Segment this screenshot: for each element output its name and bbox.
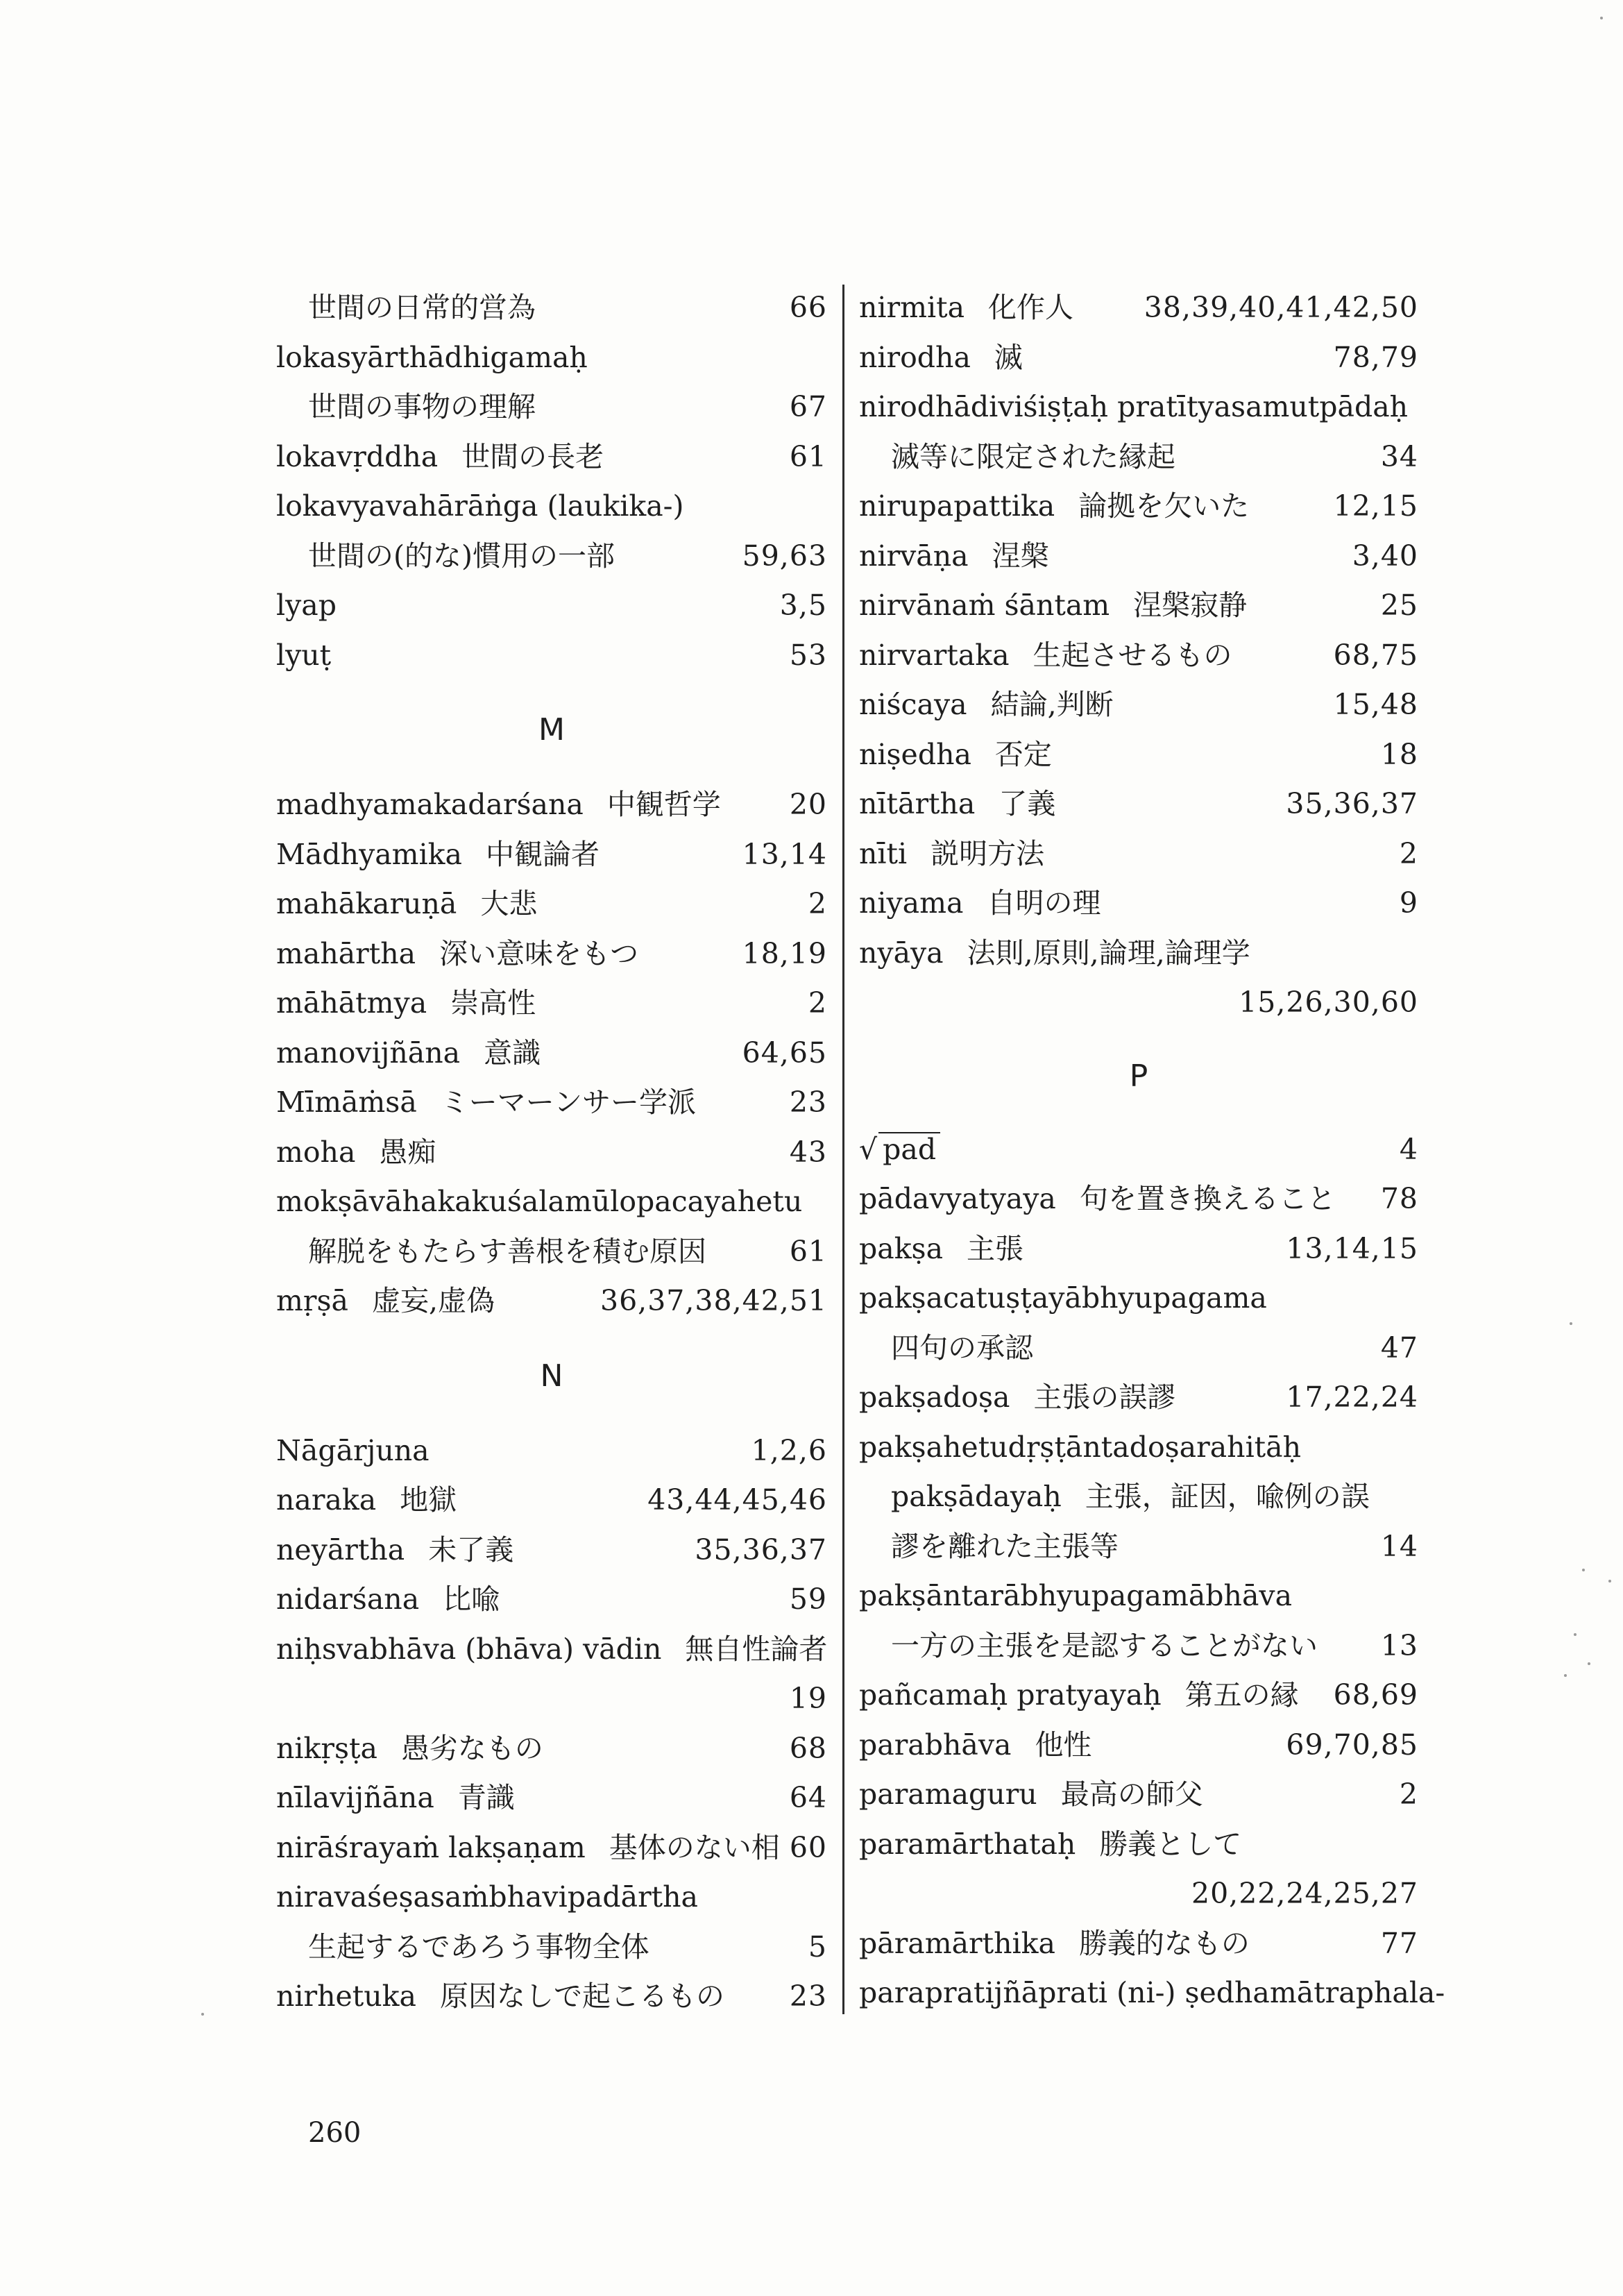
- entry-term: māhātmya: [276, 986, 427, 1020]
- entry-text: [859, 333, 1023, 383]
- entry-text: [276, 979, 536, 1029]
- entry-gloss: 崇高性: [450, 986, 536, 1020]
- entry-text: [859, 581, 1247, 631]
- index-entry: [276, 1923, 827, 1973]
- entry-pages: 78: [1380, 1182, 1418, 1215]
- index-entry: [859, 1621, 1418, 1671]
- index-entry: [276, 1972, 827, 2022]
- entry-gloss: 生起させるもの: [1033, 638, 1232, 672]
- entry-pages: 35,36,37: [695, 1533, 827, 1567]
- entry-term: niravaśeṣasaṁbhavipadārtha: [276, 1880, 698, 1914]
- entry-text: [276, 830, 600, 880]
- scan-speck: [1582, 1569, 1585, 1571]
- entry-gloss: 原因なしで起こるもの: [439, 1980, 724, 2013]
- entry-term: niṣedha: [859, 737, 971, 771]
- index-entry: [276, 1227, 827, 1277]
- index-entry: [859, 283, 1418, 333]
- index-entry: [859, 382, 1418, 432]
- entry-text: [859, 1919, 1250, 1969]
- entry-text: [859, 1373, 1175, 1423]
- index-entry: [276, 1575, 827, 1625]
- index-entry: [859, 482, 1418, 532]
- scan-speck: [1588, 1662, 1590, 1665]
- entry-term: nirupapattika: [859, 489, 1055, 523]
- index-entry: [859, 1522, 1418, 1572]
- index-entry: [859, 333, 1418, 383]
- entry-text: [891, 1324, 1033, 1374]
- entry-pages: 23: [789, 1086, 827, 1119]
- entry-term: Nāgārjuna: [276, 1433, 430, 1467]
- entry-term: lyap: [276, 589, 337, 622]
- entry-pages: 68,69: [1333, 1678, 1418, 1712]
- entry-term: neyārtha: [276, 1533, 405, 1567]
- entry-term: nīti: [859, 836, 908, 870]
- entry-term: niścaya: [859, 688, 967, 721]
- entry-text: [276, 482, 684, 532]
- entry-pages: 4: [1399, 1132, 1418, 1166]
- entry-text: [276, 631, 331, 681]
- index-entry: [859, 1571, 1418, 1621]
- entry-text: [276, 432, 604, 482]
- index-entry: [276, 929, 827, 979]
- entry-term: niḥsvabhāva (bhāva) vādin: [276, 1632, 662, 1666]
- index-entry: [859, 1820, 1418, 1870]
- entry-pages: 43,44,45,46: [647, 1483, 827, 1517]
- entry-text: [276, 333, 588, 383]
- entry-term: pāramārthika: [859, 1926, 1055, 1960]
- entry-pages: 13,14,15: [1286, 1231, 1418, 1265]
- entry-pages: 14: [1380, 1529, 1418, 1563]
- entry-pages: 2: [1399, 1778, 1418, 1811]
- index-entry: [859, 1274, 1418, 1324]
- entry-pages: 2: [1399, 836, 1418, 870]
- entry-term: lokasyārthādhigamaḥ: [276, 340, 588, 374]
- entry-term: pad: [878, 1132, 940, 1165]
- entry-text: [859, 482, 1249, 532]
- entry-pages: 23: [789, 1980, 827, 2013]
- index-entry: [859, 1324, 1418, 1374]
- entry-text: [859, 1224, 1023, 1274]
- entry-gloss: 自明の理: [987, 886, 1101, 920]
- entry-term: nirhetuka: [276, 1980, 416, 2013]
- entry-term: pakṣādayaḥ: [891, 1480, 1062, 1513]
- index-entry: [859, 1174, 1418, 1224]
- index-entry: [859, 432, 1418, 482]
- entry-gloss: 意識: [484, 1036, 541, 1070]
- index-entry: [859, 978, 1418, 1028]
- index-entry: [276, 1724, 827, 1774]
- entry-gloss: 滅: [994, 340, 1023, 374]
- index-entry: [276, 879, 827, 929]
- index-entry: [859, 1125, 1418, 1175]
- index-entry: [859, 631, 1418, 681]
- entry-gloss: 涅槃寂静: [1133, 589, 1248, 622]
- entry-text: [859, 1423, 1301, 1473]
- entry-text: [859, 929, 1250, 979]
- entry-term: naraka: [276, 1483, 377, 1517]
- page-number: 260: [308, 2117, 362, 2149]
- entry-text: [276, 1773, 515, 1823]
- entry-text: [276, 1575, 500, 1625]
- entry-text: [859, 1820, 1241, 1870]
- index-entry: [276, 1873, 827, 1923]
- index-entry: [276, 1674, 827, 1724]
- index-entry: [859, 581, 1418, 631]
- entry-pages: 68,75: [1333, 638, 1418, 672]
- entry-text: [308, 1227, 706, 1277]
- entry-gloss: 涅槃: [992, 539, 1049, 573]
- entry-text: [859, 631, 1232, 681]
- entry-term: pañcamaḥ pratyayaḥ: [859, 1678, 1162, 1712]
- entry-gloss: 勝義として: [1099, 1827, 1242, 1861]
- index-entry: [859, 1869, 1418, 1919]
- entry-text: [859, 680, 1114, 730]
- entry-text: [276, 1724, 543, 1774]
- entry-term: nītārtha: [859, 787, 976, 820]
- entry-text: [308, 382, 536, 432]
- entry-gloss: 基体のない相: [609, 1830, 780, 1864]
- entry-text: [276, 1476, 457, 1526]
- entry-pages: 64: [789, 1781, 827, 1814]
- entry-term: manovijñāna: [276, 1036, 461, 1070]
- entry-term: nīlavijñāna: [276, 1781, 434, 1814]
- entry-term: lokavṛddha: [276, 439, 439, 473]
- entry-gloss: 世間の長老: [461, 439, 604, 473]
- index-entry: [859, 1224, 1418, 1274]
- entry-pages: 68: [789, 1731, 827, 1765]
- entry-gloss: 中観論者: [485, 837, 600, 871]
- entry-gloss: 主張，証因，喩例の誤: [1085, 1480, 1370, 1513]
- index-entry: [276, 1078, 827, 1128]
- entry-term: pakṣacatuṣṭayābhyupagama: [859, 1281, 1267, 1315]
- entry-pages: 64,65: [742, 1036, 827, 1070]
- entry-text: [859, 1274, 1267, 1324]
- entry-pages: 18,19: [742, 936, 827, 970]
- entry-pages: 3,5: [779, 589, 827, 622]
- index-entry: [859, 532, 1418, 582]
- index-entry: [859, 680, 1418, 730]
- entry-term: Mādhyamika: [276, 837, 462, 871]
- entry-term: nirodha: [859, 340, 971, 374]
- entry-text: [276, 581, 337, 631]
- index-entry: [276, 1029, 827, 1079]
- entry-pages: 66: [789, 291, 827, 324]
- entry-text: [276, 1276, 495, 1326]
- entry-gloss: 化作人: [988, 291, 1074, 324]
- entry-text: [891, 432, 1175, 482]
- index-entry: [859, 1472, 1418, 1522]
- entry-pages: 5: [808, 1930, 827, 1964]
- entry-term: lokavyavahārāṅga (laukika-): [276, 489, 684, 523]
- index-entry: [859, 1373, 1418, 1423]
- index-entry: [276, 382, 827, 432]
- index-entry: [276, 1526, 827, 1576]
- entry-pages: 78,79: [1333, 340, 1418, 374]
- index-entry: [276, 333, 827, 383]
- entry-gloss: 青識: [457, 1781, 515, 1814]
- entry-term: lyuṭ: [276, 638, 332, 672]
- entry-text: [859, 1671, 1299, 1721]
- entry-pages: 47: [1380, 1331, 1418, 1365]
- entry-gloss: 主張: [967, 1231, 1024, 1265]
- entry-gloss: 説明方法: [931, 836, 1045, 870]
- entry-text: [308, 283, 536, 333]
- index-entry: [276, 1426, 827, 1476]
- entry-pages: 3,40: [1352, 539, 1418, 573]
- index-entry: [859, 1919, 1418, 1969]
- entry-pages: 15,48: [1333, 688, 1418, 721]
- entry-gloss: 勝義的なもの: [1078, 1926, 1250, 1960]
- index-column-left: [276, 283, 827, 2022]
- entry-pages: 20,22,24,25,27: [1191, 1877, 1418, 1910]
- entry-text: [276, 879, 537, 929]
- entry-term: paramārthataḥ: [859, 1827, 1076, 1861]
- entry-gloss: 法則,原則,論理,論理学: [967, 936, 1250, 970]
- index-entry: [859, 929, 1418, 979]
- entry-term: parabhāva: [859, 1728, 1012, 1762]
- entry-text: [859, 1968, 1445, 2018]
- entry-text: [859, 829, 1044, 879]
- entry-text: [859, 382, 1408, 432]
- entry-term: 滅等に限定された縁起: [891, 439, 1175, 473]
- entry-term: pādavyatyaya: [859, 1182, 1056, 1215]
- entry-term: pakṣa: [859, 1231, 944, 1265]
- entry-text: [276, 1128, 436, 1178]
- scan-speck: [1564, 1674, 1567, 1677]
- index-entry: [276, 830, 827, 880]
- entry-gloss: 否定: [994, 737, 1052, 771]
- index-entry: [859, 879, 1418, 929]
- entry-gloss: 愚痴: [379, 1135, 436, 1169]
- entry-term: pakṣahetudṛṣṭāntadoṣarahitāḥ: [859, 1430, 1302, 1464]
- entry-text: [276, 1078, 696, 1128]
- entry-gloss: 地獄: [400, 1483, 457, 1517]
- entry-pages: 2: [808, 887, 827, 920]
- entry-pages: 25: [1380, 589, 1418, 622]
- entry-text: [859, 1770, 1203, 1820]
- entry-text: [276, 1873, 698, 1923]
- entry-gloss: 了義: [999, 787, 1056, 820]
- entry-pages: 77: [1380, 1926, 1418, 1960]
- entry-text: [276, 929, 638, 979]
- entry-pages: 53: [789, 638, 827, 672]
- column-divider: [842, 285, 844, 2014]
- entry-gloss: 虚妄,虚偽: [371, 1284, 495, 1317]
- entry-gloss: 中観哲学: [606, 788, 721, 821]
- section-letter-row: [276, 1326, 827, 1426]
- index-column-right: [859, 283, 1445, 2018]
- section-letter: P: [1129, 1058, 1148, 1094]
- index-entry: [859, 829, 1418, 879]
- section-letter: M: [538, 712, 565, 748]
- entry-pages: 59: [789, 1582, 827, 1616]
- index-entry: [859, 730, 1418, 780]
- entry-term: 解脱をもたらす善根を積む原因: [308, 1234, 706, 1268]
- index-entry: [276, 581, 827, 631]
- entry-gloss: 第五の縁: [1184, 1678, 1299, 1712]
- index-entry: [276, 1823, 827, 1873]
- index-entry: [276, 1177, 827, 1227]
- entry-term: nirodhādiviśiṣṭaḥ pratītyasamutpādaḥ: [859, 390, 1409, 423]
- entry-text: [891, 1621, 1318, 1671]
- index-entry: [859, 1423, 1418, 1473]
- entry-pages: 38,39,40,41,42,50: [1144, 291, 1418, 324]
- entry-text: [859, 1125, 940, 1175]
- entry-term: niyama: [859, 886, 964, 920]
- entry-text: [308, 532, 615, 582]
- index-entry: [276, 482, 827, 532]
- entry-term: paramaguru: [859, 1778, 1037, 1811]
- entry-text: [859, 1174, 1336, 1224]
- entry-pages: 15,26,30,60: [1239, 986, 1418, 1019]
- index-entry: [276, 532, 827, 582]
- entry-term: mṛṣā: [276, 1284, 348, 1317]
- index-entry: [276, 1625, 827, 1675]
- scan-speck: [1600, 17, 1603, 19]
- entry-gloss: 句を置き換えること: [1079, 1182, 1336, 1215]
- entry-pages: 35,36,37: [1286, 787, 1418, 820]
- scan-speck: [201, 2013, 204, 2016]
- scan-speck: [1608, 1580, 1611, 1582]
- entry-term: 謬を離れた主張等: [891, 1529, 1119, 1563]
- entry-text: [859, 730, 1052, 780]
- index-entry: [276, 1128, 827, 1178]
- entry-gloss: 最高の師父: [1060, 1778, 1203, 1811]
- entry-text: [276, 1526, 513, 1576]
- entry-gloss: 比喩: [443, 1582, 500, 1616]
- entry-gloss: 論拠を欠いた: [1078, 489, 1250, 523]
- entry-pages: 18: [1380, 737, 1418, 771]
- entry-term: parapratijñāprati (ni-) ṣedhamātraphala-: [859, 1976, 1445, 2009]
- index-entry: [276, 283, 827, 333]
- entry-pages: 2: [808, 986, 827, 1020]
- entry-term: nikṛṣṭa: [276, 1731, 377, 1765]
- root-radical: √: [859, 1132, 878, 1166]
- entry-term: nirmita: [859, 291, 965, 324]
- entry-pages: 1,2,6: [751, 1433, 827, 1467]
- entry-pages: 61: [789, 439, 827, 473]
- section-letter: N: [540, 1358, 563, 1394]
- entry-term: nyāya: [859, 936, 944, 970]
- entry-term: 世間の日常的営為: [308, 291, 536, 324]
- entry-gloss: 他性: [1035, 1728, 1092, 1762]
- index-entry: [276, 432, 827, 482]
- index-entry: [276, 979, 827, 1029]
- entry-text: [276, 780, 721, 830]
- index-entry: [276, 1276, 827, 1326]
- entry-pages: 13: [1380, 1628, 1418, 1662]
- entry-pages: 69,70,85: [1286, 1728, 1418, 1762]
- scan-speck: [1570, 1322, 1572, 1325]
- entry-term: mokṣāvāhakakuśalamūlopacayahetu: [276, 1185, 803, 1218]
- entry-pages: 36,37,38,42,51: [600, 1284, 827, 1317]
- entry-gloss: 大悲: [480, 887, 538, 920]
- entry-text: [276, 1177, 802, 1227]
- entry-pages: 34: [1380, 439, 1418, 473]
- entry-term: 生起するであろう事物全体: [308, 1930, 649, 1964]
- entry-term: mahārtha: [276, 936, 416, 970]
- entry-pages: 13,14: [742, 837, 827, 871]
- entry-gloss: 未了義: [428, 1533, 514, 1567]
- entry-text: [891, 1522, 1119, 1572]
- entry-pages: 19: [789, 1682, 827, 1715]
- entry-text: [308, 1923, 649, 1973]
- entry-term: 世間の事物の理解: [308, 390, 536, 423]
- entry-text: [276, 1625, 827, 1675]
- entry-pages: 60: [789, 1830, 827, 1864]
- index-entry: [276, 1773, 827, 1823]
- entry-text: [276, 1029, 541, 1079]
- entry-pages: 9: [1399, 886, 1418, 920]
- entry-term: moha: [276, 1135, 356, 1169]
- entry-text: [859, 283, 1073, 333]
- entry-text: [859, 1571, 1292, 1621]
- entry-pages: 43: [789, 1135, 827, 1169]
- entry-gloss: 無自性論者: [685, 1632, 828, 1666]
- entry-term: nirāśrayaṁ lakṣaṇam: [276, 1830, 586, 1864]
- entry-text: [276, 1426, 430, 1476]
- entry-term: 一方の主張を是認することがない: [891, 1628, 1318, 1662]
- entry-pages: 20: [789, 788, 827, 821]
- scan-speck: [1574, 1633, 1577, 1636]
- index-entry: [859, 1770, 1418, 1820]
- entry-text: [859, 532, 1049, 582]
- entry-gloss: 愚劣なもの: [400, 1731, 543, 1765]
- entry-pages: 59,63: [742, 539, 827, 573]
- index-entry: [276, 780, 827, 830]
- section-letter-row: [859, 1028, 1418, 1125]
- entry-gloss: 主張の誤謬: [1033, 1381, 1176, 1414]
- entry-gloss: 深い意味をもつ: [439, 936, 639, 970]
- index-entry: [859, 1968, 1445, 2018]
- section-letter-row: [276, 680, 827, 780]
- entry-term: nirvānaṁ śāntam: [859, 589, 1110, 622]
- entry-pages: 12,15: [1333, 489, 1418, 523]
- index-entry: [276, 631, 827, 681]
- entry-term: mahākaruṇā: [276, 887, 457, 920]
- entry-term: pakṣāntarābhyupagamābhāva: [859, 1579, 1293, 1612]
- entry-text: [276, 1972, 724, 2022]
- index-entry: [859, 1671, 1418, 1721]
- entry-term: madhyamakadarśana: [276, 788, 584, 821]
- index-entry: [276, 1476, 827, 1526]
- entry-pages: 67: [789, 390, 827, 423]
- entry-term: nirvartaka: [859, 638, 1010, 672]
- entry-term: nirvāṇa: [859, 539, 969, 573]
- index-entry: [859, 1721, 1418, 1771]
- entry-term: 世間の(的な)慣用の一部: [308, 539, 615, 573]
- entry-term: pakṣadoṣa: [859, 1381, 1010, 1414]
- entry-text: [891, 1472, 1370, 1522]
- entry-text: [859, 879, 1101, 929]
- entry-text: [859, 779, 1055, 829]
- index-entry: [859, 779, 1418, 829]
- entry-gloss: 結論,判断: [990, 688, 1114, 721]
- entry-term: nidarśana: [276, 1582, 420, 1616]
- entry-pages: 17,22,24: [1286, 1381, 1418, 1414]
- entry-text: [276, 1823, 780, 1873]
- entry-term: 四句の承認: [891, 1331, 1033, 1365]
- entry-pages: 61: [789, 1234, 827, 1268]
- entry-text: [859, 1721, 1091, 1771]
- entry-gloss: ミーマーンサー学派: [440, 1086, 696, 1119]
- entry-term: Mīmāṁsā: [276, 1086, 417, 1119]
